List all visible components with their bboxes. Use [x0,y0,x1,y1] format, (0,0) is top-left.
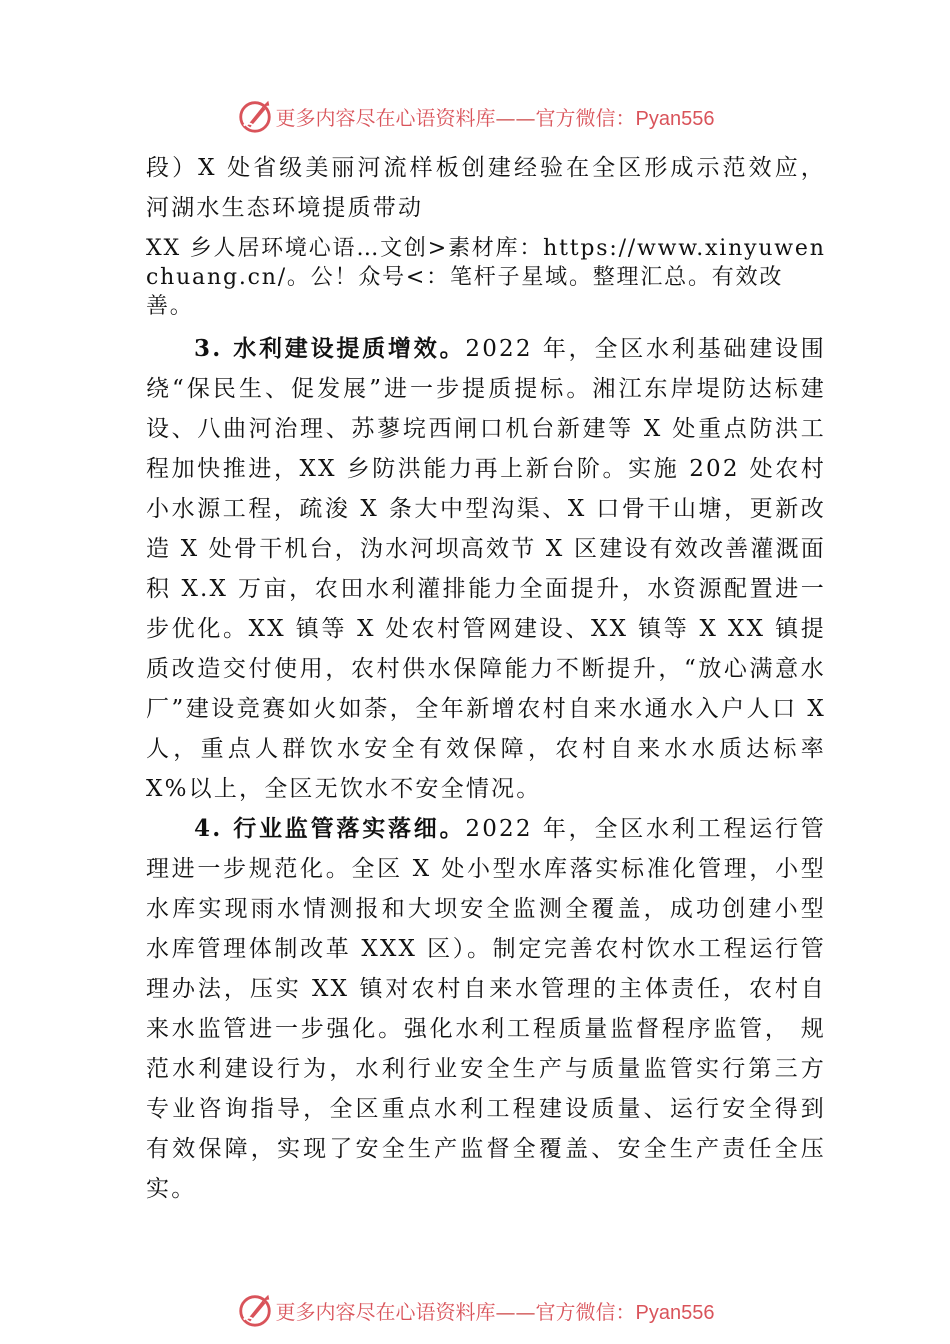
header-banner [0,96,950,136]
banner-title: 更多内容尽在心语资料库 [275,105,496,130]
banner-contact: 官方微信：Pyan556 [535,1301,715,1324]
section-3-body: 2022 年，全区水利基础建设围绕“保民生、促发展”进一步提质提标。湘江东岸堤防达标建设、八曲河治理、苏蓼垸西闸口机台新建等 X 处重点防洪工程加快推进，XX 乡防洪能力再上新台阶。实施 202 处农村小水源工程，疏浚 X 条大中型沟渠、X 口骨干山塘，更新改造 X 处骨干机台，沩水河坝高效节 X 区建设有效改善灌溉面积 X.X 万亩，农田水利灌排能力全面提升，水资源配置进一步优化。XX 镇等 X 处农村管网建设、XX 镇等 X XX 镇提质改造交付使用，农村供水保障能力不断提升，“放心满意水厂”建设竞赛如火如荼，全年新增农村自来水通水入户人口 X 人，重点人群饮水安全有效保障，农村自来水水质达标率 X%以上，全区无饮水不安全情况。 [146,336,826,802]
document-body [146,148,826,1209]
quill-pen-logo-icon [236,97,274,135]
banner-text [276,102,715,131]
section-4-heading: 4. 行业监管落实落细。 [194,815,466,842]
paragraph-2-watermark: XX 乡人居环境心语…文创>素材库：https://www.xinyuwenchuang.cn/。公！众号<：笔杆子星域。整理汇总。有效改善。 [146,236,826,319]
paragraph-4 [146,809,826,1209]
banner-contact: 官方微信：Pyan556 [535,107,715,130]
banner-title: 更多内容尽在心语资料库 [275,1299,496,1324]
section-3-heading: 3. 水利建设提质增效。 [194,335,466,362]
quill-pen-logo-icon [236,1291,274,1329]
footer-banner [0,1290,950,1330]
paragraph-1: 段）X 处省级美丽河流样板创建经验在全区形成示范效应，河湖水生态环境提质带动 [146,155,826,221]
paragraph-3 [146,329,826,809]
banner-separator: —— [495,105,536,130]
section-4-body: 2022 年，全区水利工程运行管理进一步规范化。全区 X 处小型水库落实标准化管理，小型水库实现雨水情测报和大坝安全监测全覆盖，成功创建小型水库管理体制改革 XXX 区）。制定完善农村饮水工程运行管理办法，压实 XX 镇对农村自来水管理的主体责任，农村自来水监管进一步强化。强化水利工程质量监督程序监管， 规范水利建设行为，水利行业安全生产与质量监管实行第三方专业咨询指导，全区重点水利工程建设质量、运行安全得到有效保障，实现了安全生产监督全覆盖、安全生产责任全压实。 [146,816,826,1202]
banner-separator: —— [495,1299,536,1324]
banner-text [276,1296,715,1325]
